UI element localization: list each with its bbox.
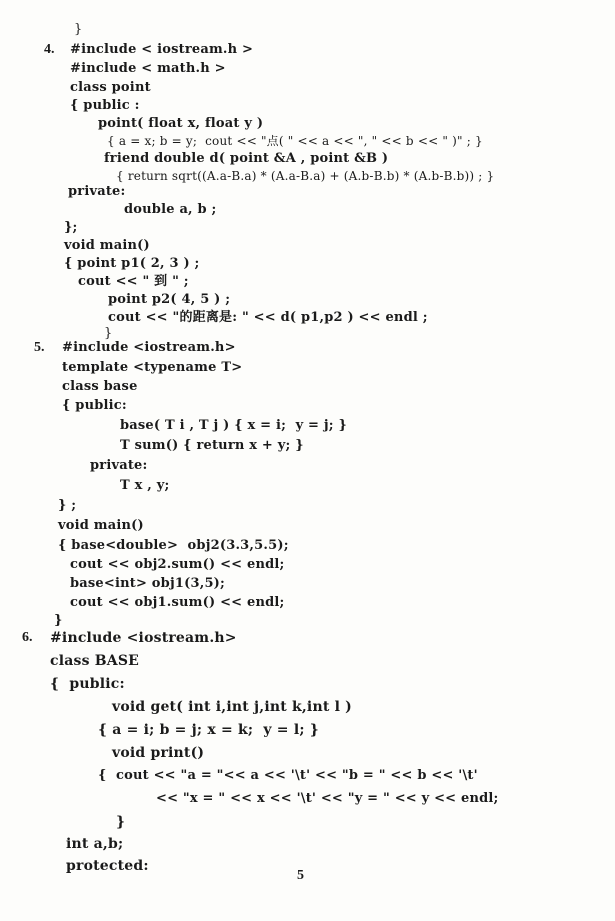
code-line: { public: (62, 398, 127, 413)
code-line: class BASE (50, 653, 140, 669)
code-line: double a, b ; (124, 202, 217, 217)
code-line: << "x = " << x << '\t' << "y = " << y << endl; (156, 791, 499, 806)
code-line: template <typename T> (62, 360, 243, 375)
code-line: } (116, 814, 126, 830)
code-line: { a = i; b = j; x = k; y = l; } (98, 722, 319, 738)
code-line: cout << obj1.sum() << endl; (70, 595, 285, 610)
code-line: { a = x; b = y; cout << "点( " << a << ", " << b << " )" ; } (107, 134, 483, 148)
code-line: } ; (58, 498, 77, 513)
code-line: #include <iostream.h> (62, 340, 236, 355)
code-line: class point (70, 80, 151, 95)
code-line: private: (68, 184, 126, 199)
code-line: T sum() { return x + y; } (120, 438, 304, 453)
code-line: base<int> obj1(3,5); (70, 576, 226, 591)
code-line: { point p1( 2, 3 ) ; (64, 256, 200, 271)
code-line: { cout << "a = "<< a << '\t' << "b = " << b << '\t' (98, 768, 478, 783)
code-line: void main() (64, 238, 150, 253)
code-line: point( float x, float y ) (98, 116, 264, 131)
code-line: { public : (70, 98, 140, 113)
code-line: point p2( 4, 5 ) ; (108, 292, 231, 307)
code-line: { public: (50, 676, 125, 692)
code-line: #include < math.h > (70, 61, 226, 76)
code-line: void print() (112, 745, 205, 761)
code-line: void get( int i,int j,int k,int l ) (112, 699, 352, 715)
code-line: #include <iostream.h> (50, 630, 237, 646)
page-number: 5 (297, 868, 304, 883)
code-line: protected: (66, 858, 149, 874)
code-line: private: (90, 458, 148, 473)
code-line: } (54, 613, 63, 628)
code-line: class base (62, 379, 138, 394)
code-line: base( T i , T j ) { x = i; y = j; } (120, 418, 348, 433)
code-line: T x , y; (120, 478, 170, 493)
code-line: #include < iostream.h > (70, 42, 254, 57)
code-line: { return sqrt((A.a-B.a) * (A.a-B.a) + (A.b-B.b) * (A.b-B.b)) ; } (116, 169, 495, 183)
code-line: } (104, 326, 113, 341)
problem-number: 6. (22, 630, 33, 645)
code-line: }; (64, 220, 78, 235)
code-line: cout << " 到 " ; (78, 274, 189, 289)
code-line: cout << "的距离是: " << d( p1,p2 ) << endl ; (108, 310, 428, 325)
code-line: cout << obj2.sum() << endl; (70, 557, 285, 572)
code-line: { base<double> obj2(3.3,5.5); (58, 538, 289, 553)
problem-number: 5. (34, 340, 45, 355)
code-line: int a,b; (66, 836, 124, 852)
code-line: void main() (58, 518, 144, 533)
code-line: } (74, 22, 83, 37)
code-line: friend double d( point &A , point &B ) (104, 151, 389, 166)
problem-number: 4. (44, 42, 55, 57)
